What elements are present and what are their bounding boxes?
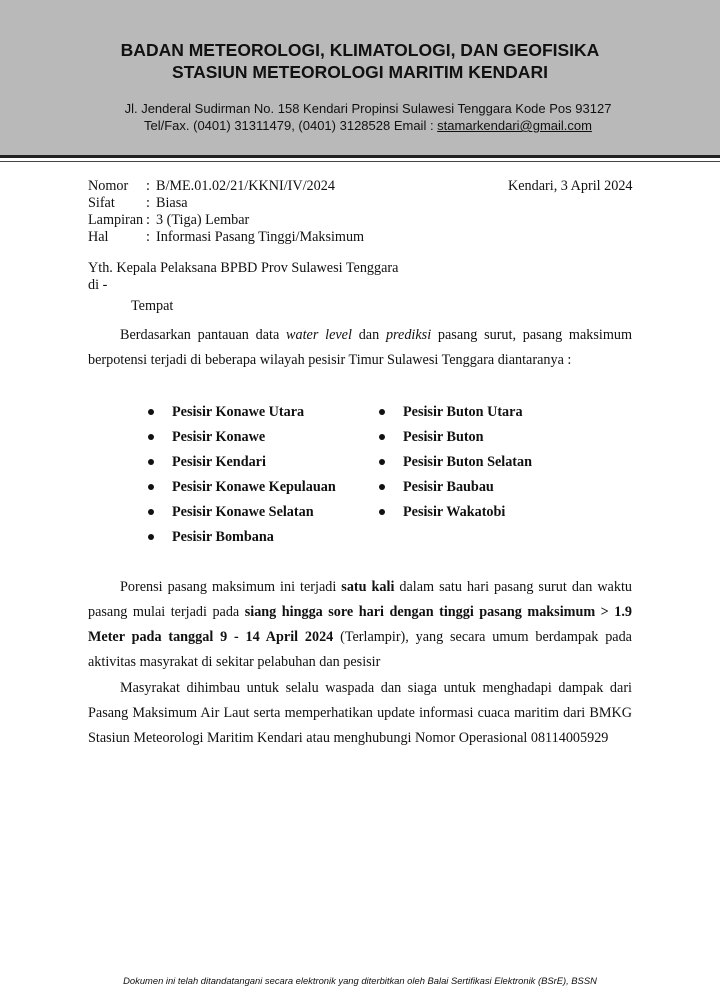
meta-label: Lampiran: [88, 212, 144, 228]
coastal-list-item: [147, 502, 336, 527]
letterhead: [0, 0, 720, 157]
bullet-icon: [379, 509, 385, 515]
meta-separator: :: [146, 195, 150, 211]
coastal-area-label: Pesisir Konawe Kepulauan: [172, 479, 336, 495]
meta-separator: :: [146, 212, 150, 228]
bullet-icon: [148, 509, 154, 515]
coastal-list-item: [147, 527, 336, 552]
email-link[interactable]: stamarkendari@gmail.com: [437, 118, 592, 133]
coastal-area-label: Pesisir Bombana: [172, 529, 274, 545]
agency-title: BADAN METEOROLOGI, KLIMATOLOGI, DAN GEOFISIKA: [120, 40, 600, 60]
meta-row-sifat: [88, 195, 364, 212]
meta-value: Biasa: [156, 195, 188, 211]
coastal-list-left: [147, 402, 336, 552]
recipient-place: Tempat: [131, 298, 174, 314]
coastal-list-right: [378, 402, 532, 527]
coastal-area-label: Pesisir Buton: [403, 429, 484, 445]
bullet-icon: [148, 434, 154, 440]
bullet-icon: [379, 434, 385, 440]
coastal-list-item: [378, 427, 532, 452]
e-signature-footer: Dokumen ini telah ditandatangani secara elektronik yang diterbitkan oleh Balai Sertifikasi Elektronik (BSrE), BSSN: [123, 975, 597, 986]
meta-label: Nomor: [88, 178, 129, 194]
coastal-list-item: [147, 402, 336, 427]
coastal-area-label: Pesisir Konawe Utara: [172, 404, 305, 420]
recipient-block: [88, 260, 398, 315]
meta-separator: :: [146, 229, 150, 245]
meta-value: B/ME.01.02/21/KKNI/IV/2024: [156, 178, 335, 194]
bullet-icon: [148, 409, 154, 415]
recipient-line: di -: [88, 277, 108, 293]
paragraph-advisory: Masyrakat dihimbau untuk selalu waspada dan siaga untuk menghadapi dampak dari Pasang Maksimum Air Laut serta memperhatikan update informasi cuaca maritim dari BMKG Stasiun Meteorologi Maritim Kendari atau menghubungi Nomor Operasional 08114005929: [88, 680, 632, 746]
meta-value: Informasi Pasang Tinggi/Maksimum: [156, 229, 365, 245]
coastal-list-item: [147, 452, 336, 477]
meta-row-lampiran: [88, 212, 364, 229]
contact-phone: Tel/Fax. (0401) 31311479, (0401) 3128528 Email :: [144, 118, 438, 133]
coastal-area-label: Pesisir Kendari: [172, 454, 266, 470]
coastal-area-label: Pesisir Konawe: [172, 429, 266, 445]
station-title: STASIUN METEOROLOGI MARITIM KENDARI: [172, 62, 548, 82]
bullet-icon: [148, 534, 154, 540]
station-contact: [8, 118, 720, 133]
coastal-area-label: Pesisir Buton Utara: [403, 404, 523, 420]
bullet-icon: [379, 484, 385, 490]
coastal-list-item: [378, 402, 532, 427]
meta-separator: :: [146, 178, 150, 194]
coastal-area-label: Pesisir Wakatobi: [403, 504, 506, 520]
letter-date: Kendari, 3 April 2024: [508, 178, 633, 194]
bullet-icon: [379, 459, 385, 465]
meta-row-hal: [88, 229, 364, 246]
header-divider-thin: [0, 161, 720, 162]
coastal-area-label: Pesisir Baubau: [403, 479, 494, 495]
coastal-area-label: Pesisir Konawe Selatan: [172, 504, 314, 520]
letter-meta: [88, 178, 364, 246]
coastal-area-label: Pesisir Buton Selatan: [403, 454, 533, 470]
bullet-icon: [379, 409, 385, 415]
coastal-list-item: [147, 427, 336, 452]
station-address: Jl. Jenderal Sudirman No. 158 Kendari Propinsi Sulawesi Tenggara Kode Pos 93127: [124, 101, 612, 116]
coastal-list-item: [378, 452, 532, 477]
meta-label: Sifat: [88, 195, 115, 211]
meta-label: Hal: [88, 229, 109, 245]
coastal-list-item: [378, 502, 532, 527]
paragraph-intro: Berdasarkan pantauan data water level dan prediksi pasang surut, pasang maksimum berpotensi terjadi di beberapa wilayah pesisir Timur Sulawesi Tenggara diantaranya :: [88, 327, 632, 368]
recipient-line: Yth. Kepala Pelaksana BPBD Prov Sulawesi Tenggara: [88, 260, 399, 276]
header-divider-thick: [0, 155, 720, 158]
bullet-icon: [148, 459, 154, 465]
meta-value: 3 (Tiga) Lembar: [156, 212, 250, 228]
paragraph-tide-info: Porensi pasang maksimum ini terjadi satu kali dalam satu hari pasang surut dan waktu pasang mulai terjadi pada siang hingga sore hari dengan tinggi pasang maksimum > 1.9 Meter pada tanggal 9 - 14 April 2024 (Terlampir), yang secara umum berdampak pada aktivitas masyrakat di sekitar pelabuhan dan pesisir: [88, 579, 632, 670]
meta-row-nomor: [88, 178, 364, 195]
coastal-list-item: [378, 477, 532, 502]
coastal-list-item: [147, 477, 336, 502]
bullet-icon: [148, 484, 154, 490]
